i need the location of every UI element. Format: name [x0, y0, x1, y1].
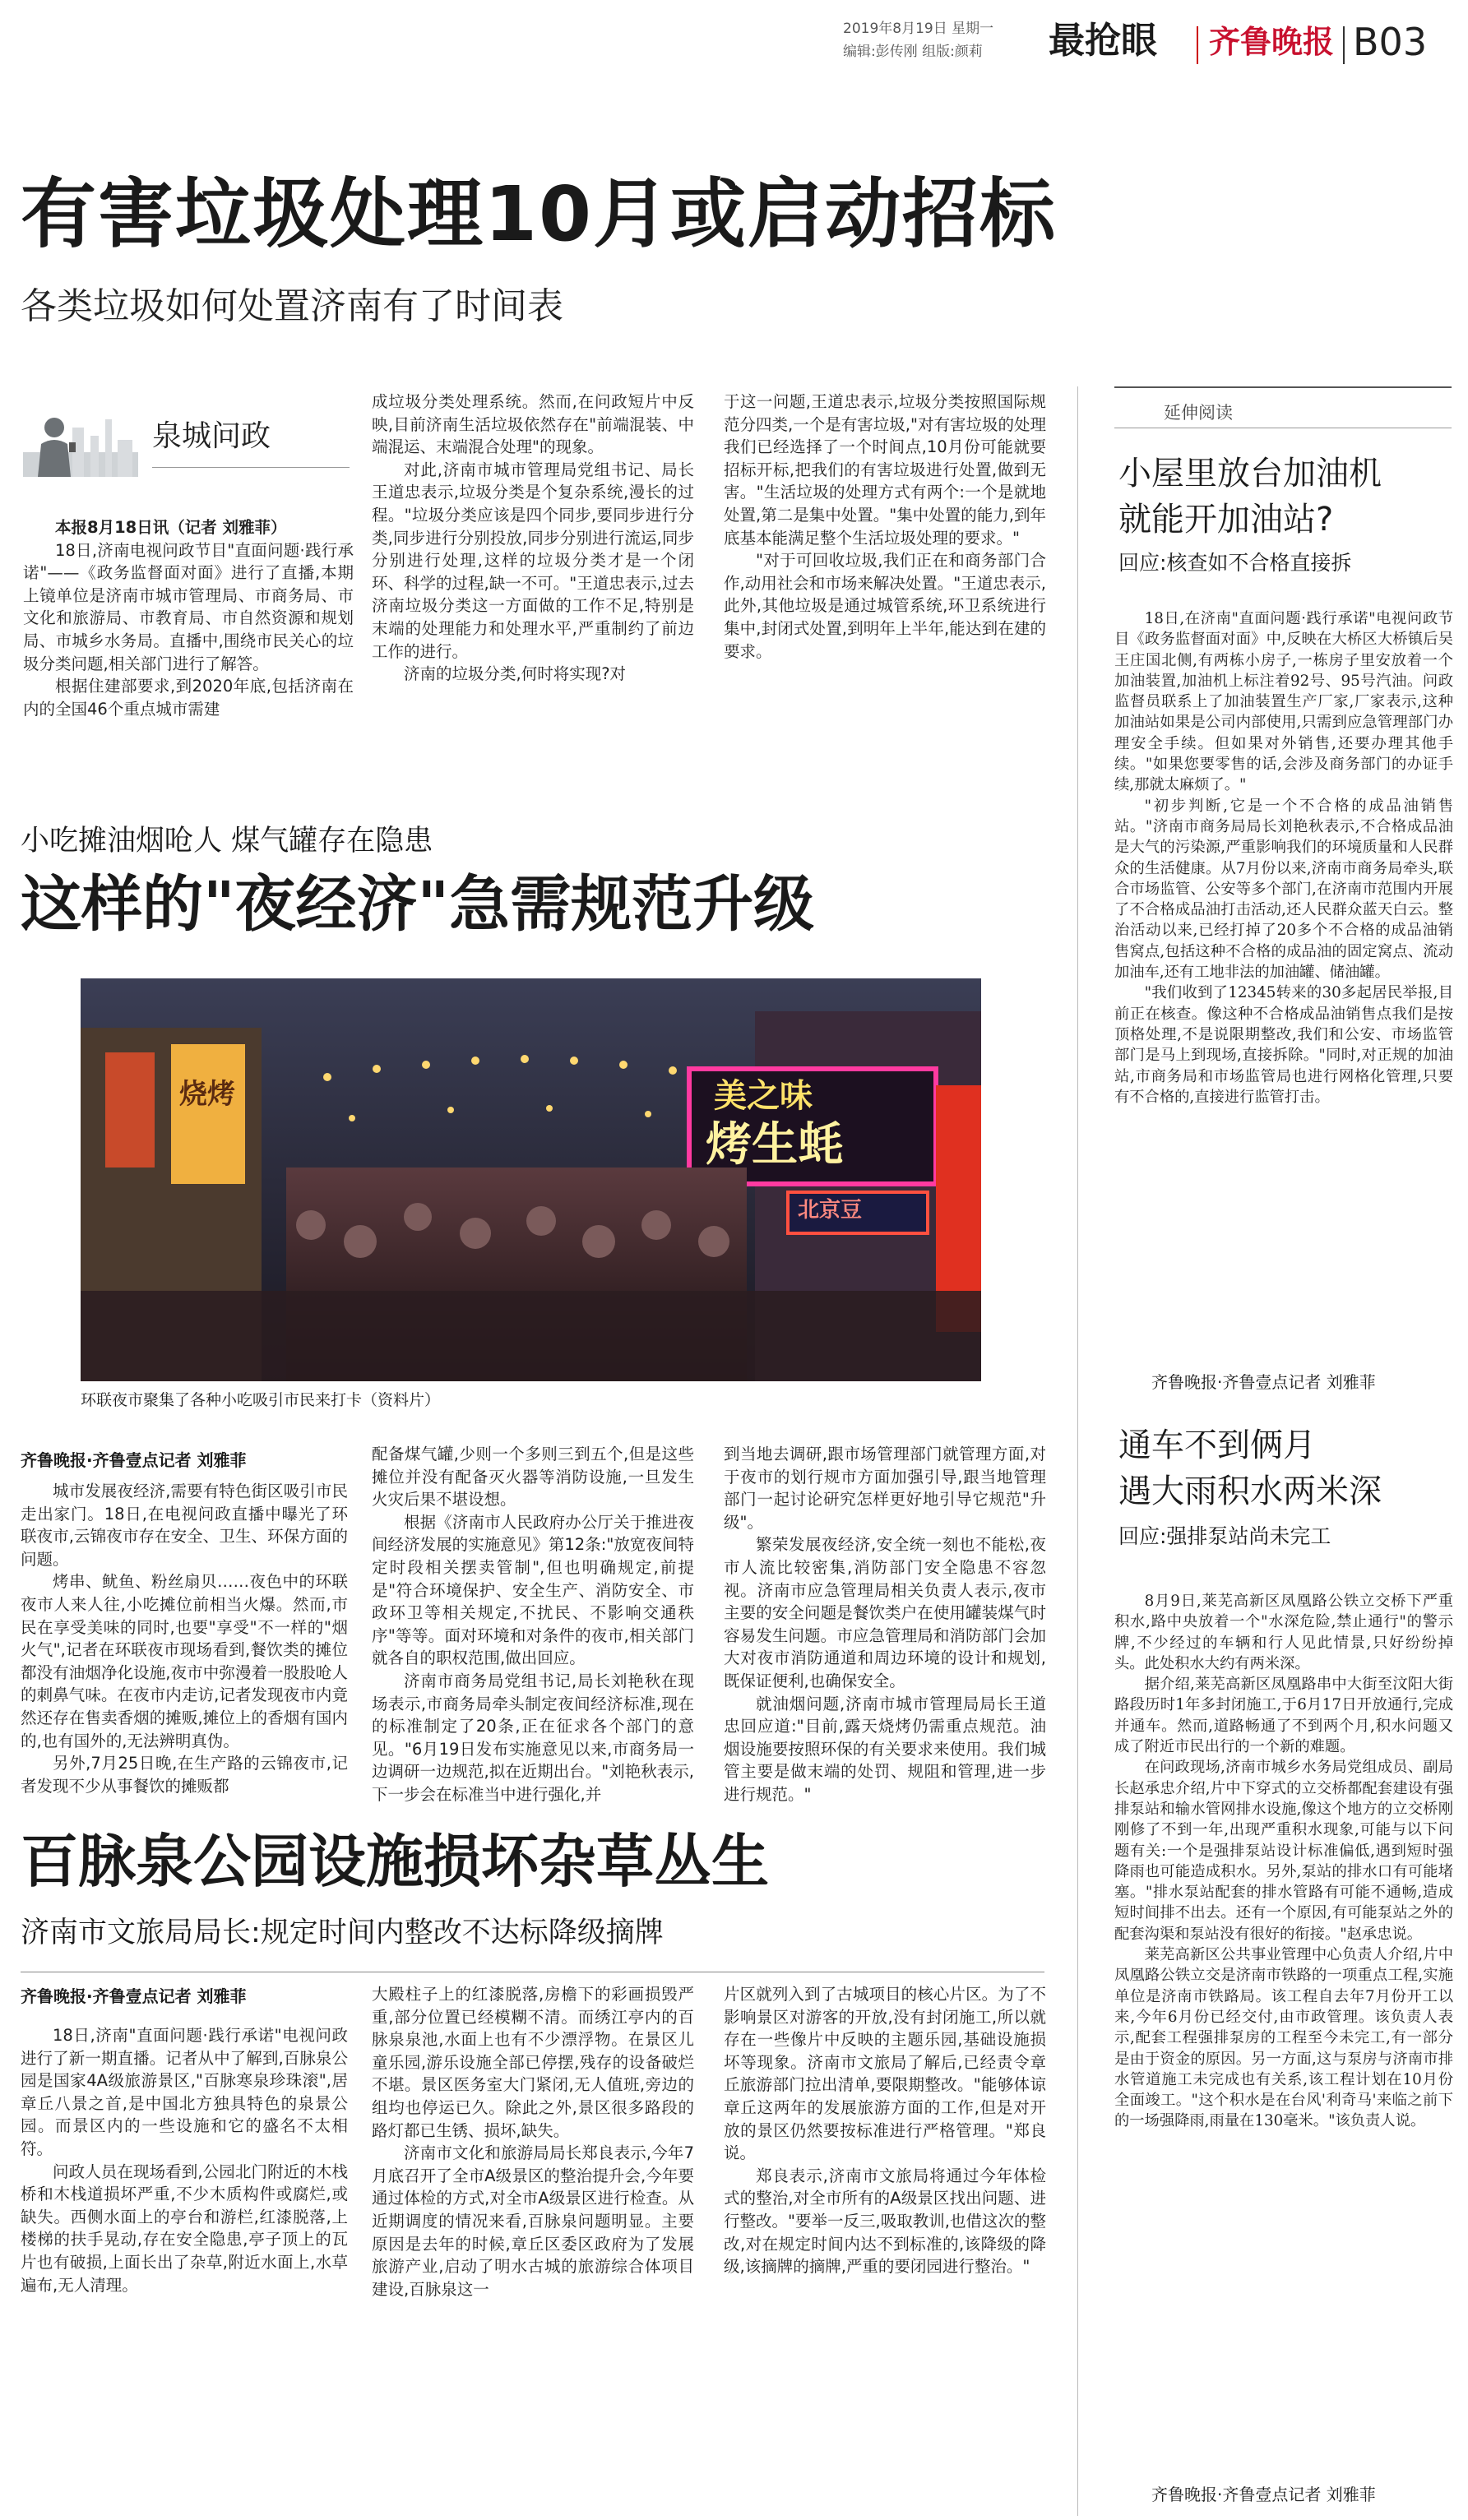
article3-col2: [372, 1983, 694, 2513]
sidebar-para: "初步判断,它是一个不合格的成品油销售站。"济南市商务局局长刘艳秋表示,不合格成品油是大气的污染源,严重影响我们的环境质量和人民群众的生活健康。从7月份以来,济南市商务局牵头,联合市场监管、公安等多个部门,在济南市范围内开展了不合格成品油打击活动,还人民群众蓝天白云。整治活动以来,已经打掉了20多个不合格的成品油销售窝点,包括这种不合格的成品油的固定窝点、流动加油车,还有工地非法的加油罐、储油罐。: [1114, 797, 1453, 982]
article1-para: 济南的垃圾分类,何时将实现?对: [404, 664, 627, 684]
sidebar-para: 在问政现场,济南市城乡水务局党组成员、副局长赵承忠介绍,片中下穿式的立交桥都配套建设有强排泵站和输水管网排水设施,像这个地方的立交桥刚刚修了不到一年,出现严重积水现象,可能与以下问题有关:一个是强排泵站设计标准偏低,遇到短时强降雨也可能造成积水。另外,泵站的排水口有可能堵塞。"排水泵站配套的排水管路有可能不通畅,造成短时间排不出去。还有一个原因,有可能泵站之外的配套沟渠和泵站没有很好的衔接。"赵承忠说。: [1114, 1759, 1453, 1943]
page-number: B03: [1353, 20, 1428, 64]
header-divider: [1197, 26, 1198, 64]
photo-caption: 环联夜市聚集了各种小吃吸引市民来打卡（资料片）: [81, 1391, 441, 1409]
article3-para: 郑良表示,济南市文旅局将通过今年体检式的整治,对全市所有的A级景区找出问题、进行整改。"要举一反三,吸取教训,也借这次的整改,对在规定时间内达不到标准的,该降级的降级,该摘牌的摘牌,严重的要闭园进行整治。": [724, 2166, 1046, 2277]
article3-subhead: 济南市文旅局局长:规定时间内整改不达标降级摘牌: [21, 1917, 664, 1949]
header-date: 2019年8月19日 星期一: [843, 21, 994, 37]
article1-subhead: 各类垃圾如何处置济南有了时间表: [21, 285, 563, 327]
sidebar-label: 延伸阅读: [1164, 403, 1233, 423]
article2-para: 配备煤气罐,少则一个多则三到五个,但是这些摊位并没有配备灭火器等消防设施,一旦发生火灾后果不堪设想。: [372, 1445, 694, 1510]
article2-para: 另外,7月25日晚,在生产路的云锦夜市,记者发现不少从事餐饮的摊贩都: [21, 1754, 348, 1796]
article2-byline: 齐鲁晚报·齐鲁壹点记者 刘雅菲: [21, 1450, 247, 1470]
article3-byline: 齐鲁晚报·齐鲁壹点记者 刘雅菲: [21, 1986, 247, 2006]
article1-para: 根据住建部要求,到2020年底,包括济南在内的全国46个重点城市需建: [23, 677, 354, 719]
article2-para: 到当地去调研,跟市场管理部门就管理方面,对于夜市的划行规市方面加强引导,跟当地管理部门一起讨论研究怎样更好地引导它规范"升级"。: [724, 1445, 1046, 1532]
article1-para: "对于可回收垃圾,我们正在和商务部门合作,动用社会和市场来解决处置。"王道忠表示,此外,其他垃圾是通过城管系统,环卫系统进行集中,封闭式处置,到明年上半年,能达到在建的要求。: [724, 551, 1046, 661]
article2-para: 烤串、鱿鱼、粉丝扇贝……夜色中的环联夜市人来人往,小吃摊位前相当火爆。然而,市民在享受美味的同时,也要"享受"不一样的"烟火气",记者在环联夜市现场看到,餐饮类的摊位都没有油烟净化设施,夜市中弥漫着一股股呛人的刺鼻气味。在夜市内走访,记者发现夜市内竟然还存在售卖香烟的摊贩,摊位上的香烟有国内的,也有国外的,无法辨明真伪。: [21, 1572, 348, 1750]
sidebar-story2-headline: [1118, 1422, 1382, 1514]
column-label: 泉城问政: [152, 419, 271, 453]
sidebar-story1-reply: 回应:核查如不合格直接拆: [1118, 551, 1352, 575]
article2-para: 济南市商务局党组书记,局长刘艳秋在现场表示,市商务局牵头制定夜间经济标准,现在的标准制定了20条,正在征求各个部门的意见。"6月19日发布实施意见以来,市商务局一边调研一边规范,拟在近期出台。"刘艳秋表示,下一步会在标准当中进行强化,并: [372, 1671, 694, 1804]
sidebar-para: 据介绍,莱芜高新区凤凰路串中大街至汶阳大街路段历时1年多封闭施工,于6月17日开放通行,完成并通车。然而,道路畅通了不到两个月,积水问题又成了附近市民出行的一个新的难题。: [1114, 1676, 1453, 1756]
column-badge: [23, 403, 138, 485]
article2-para: 根据《济南市人民政府办公厅关于推进夜间经济发展的实施意见》第12条:"放宽夜间特定时段相关摆卖管制",但也明确规定,前提是"符合环境保护、安全生产、消防安全、市政环卫等相关规定,不扰民、不影响交通秩序"等等。面对环境和对条件的夜市,相关部门就各自的职权范围,做出回应。: [372, 1512, 694, 1668]
article3-para: 18日,济南"直面问题·践行承诺"电视问政进行了新一期直播。记者从中了解到,百脉泉公园是国家4A级旅游景区,"百脉寒泉珍珠滚",居章丘八景之首,是中国北方独具特色的泉景公园。而景区内的一些设施和它的盛名不太相符。: [21, 2026, 348, 2158]
header-editor: 编辑:彭传刚 组版:颜莉: [843, 44, 983, 60]
article1-para: 于这一问题,王道忠表示,垃圾分类按照国际规范分四类,一个是有害垃圾,"对有害垃圾的处理我们已经选择了一个时间点,10月份可能就要招标开标,把我们的有害垃圾进行处置,做到无害。"生活垃圾的处理方式有两个:一个是就地处置,第二是集中处置。"集中处置的能力,到年底基本能满足整个生活垃圾处理的要求。": [724, 392, 1046, 548]
city-skyline-icon: [23, 403, 138, 485]
article1-col2: [372, 391, 694, 761]
article1-para: 成垃圾分类处理系统。然而,在问政短片中反映,目前济南生活垃圾依然存在"前端混装、中端混运、末端混合处理"的现象。: [372, 392, 694, 457]
sidebar-rule: [1114, 386, 1452, 388]
article1-byline: 本报8月18日讯（记者 刘雅菲）: [55, 518, 287, 537]
headline-line: 小屋里放台加油机: [1118, 455, 1382, 492]
article3-para: 济南市文化和旅游局局长郑良表示,今年7月底召开了全市A级景区的整治提升会,今年要通过体检的方式,对全市A级景区进行检查。从近期调度的情况来看,百脉泉问题明显。主要原因是去年的时候,章丘区委区政府为了发展旅游产业,启动了明水古城的旅游综合体项目建设,百脉泉这一: [372, 2143, 694, 2299]
sign-text: 烧烤: [179, 1078, 235, 1111]
sidebar-para: "我们收到了12345转来的30多起居民举报,目前正在核查。像这种不合格成品油销售点我们是按顶格处理,不是说限期整改,我们和公安、市场监管部门是马上到现场,直接拆除。"同时,对正规的加油站,市商务局和市场监管局也进行网格化管理,只要有不合格的,直接进行监管打击。: [1114, 984, 1453, 1106]
article1-para: 对此,济南市城市管理局党组书记、局长王道忠表示,垃圾分类是个复杂系统,漫长的过程。"垃圾分类应该是四个同步,要同步进行分类,同步进行分别投放,同步分别进行流运,同步分别进行处理,这样的垃圾分类才是一个闭环、科学的过程,缺一不可。"王道忠表示,过去济南垃圾分类这一方面做的工作不足,特别是末端的处理能力和处理水平,严重制约了前边工作的进行。: [372, 460, 694, 661]
article2-col1: [21, 1480, 348, 1796]
headline-line: 通车不到俩月: [1118, 1426, 1316, 1464]
article2-col2: [372, 1443, 694, 1804]
sidebar-para: 莱芜高新区公共事业管理中心负责人介绍,片中凤凰路公铁立交是济南市铁路的一项重点工程,实施单位是济南市铁路局。该工程自去年7月份开工以来,今年6月份已经交付,由市政管理。该负责人表示,配套工程强排泵房的工程至今未完工,有一部分是由于资金的原因。另一方面,这与泵房与济南市排水管道施工未完成也有关系,该工程计划在10月份全面竣工。"这个积水是在台风'利奇马'来临之前下的一场强降雨,雨量在130毫米。"该负责人说。: [1114, 1946, 1453, 2130]
article2-col3: [724, 1443, 1046, 1804]
sidebar-story2-reply: 回应:强排泵站尚未完工: [1118, 1524, 1331, 1548]
sign-text: 美之味: [714, 1077, 813, 1115]
sidebar-story2-byline: 齐鲁晚报·齐鲁壹点记者 刘雅菲: [1151, 2485, 1376, 2504]
sidebar-para: 18日,在济南"直面问题·践行承诺"电视问政节目《政务监督面对面》中,反映在大桥区大桥镇后吴王庄国北侧,有两栋小房子,一栋房子里安放着一个加油装置,加油机上标注着92号、95号汽油。问政监督员联系上了加油装置生产厂家,厂家表示,这种加油站如果是公司内部使用,只需到应急管理部门办理安全手续。但如果对外销售,还要办理其他手续。"如果您要零售的话,会涉及商务部门的办证手续,那就太麻烦了。": [1114, 610, 1453, 794]
sidebar-story1-byline: 齐鲁晚报·齐鲁壹点记者 刘雅菲: [1151, 1372, 1376, 1392]
night-market-photo: [81, 978, 981, 1381]
article2-kicker: 小吃摊油烟呛人 煤气罐存在隐患: [21, 825, 433, 858]
night-market-photo-art: [81, 978, 981, 1381]
article1-col1: [23, 516, 354, 812]
article3-para: 大殿柱子上的红漆脱落,房檐下的彩画损毁严重,部分位置已经模糊不清。而绣江亭内的百脉泉泉池,水面上也有不少漂浮物。在景区儿童乐园,游乐设施全部已停摆,残存的设备破烂不堪。景区医务室大门紧闭,无人值班,旁边的组均也停运已久。除此之外,景区很多路段的路灯都已生锈、损坏,缺失。: [372, 1985, 694, 2140]
article3-para: 片区就列入到了古城项目的核心片区。为了不影响景区对游客的开放,没有封闭施工,所以就存在一些像片中反映的主题乐园,基础设施损坏等现象。济南市文旅局了解后,已经责令章丘旅游部门拉出清单,要限期整改。"能够体谅章丘这两年的发展旅游方面的工作,但是对开放的景区仍然要按标准进行严格管理。"郑良说。: [724, 1985, 1046, 2163]
article3-headline: 百脉泉公园设施损坏杂草丛生: [21, 1828, 769, 1895]
article1-headline: 有害垃圾处理10月或启动招标: [21, 170, 1058, 258]
sidebar-story2-body: [1114, 1591, 1453, 2479]
section-title: 最抢眼: [1049, 20, 1157, 62]
sign-text: 烤生蚝: [706, 1118, 844, 1172]
headline-line: 就能开加油站?: [1118, 501, 1334, 539]
article3-col3: [724, 1983, 1046, 2513]
header-divider-2: [1343, 26, 1345, 64]
article2-para: 繁荣发展夜经济,安全统一刻也不能松,夜市人流比较密集,消防部门安全隐患不容忽视。济南市应急管理局相关负责人表示,夜市主要的安全问题是餐饮类户在使用罐装煤气时容易发生问题。市应急管理局和消防部门会加大对夜市消防通道和周边环境的设计和规划,既保证便利,也确保安全。: [724, 1535, 1046, 1690]
article1-para: 18日,济南电视问政节目"直面问题·践行承诺"——《政务监督面对面》进行了直播,本期上镜单位是济南市城市管理局、市商务局、市文化和旅游局、市教育局、市自然资源和规划局、市城乡水务局。直播中,围绕市民关心的垃圾分类问题,相关部门进行了解答。: [23, 540, 354, 673]
paper-logo: 齐鲁晚报: [1209, 23, 1335, 60]
article3-para: 问政人员在现场看到,公园北门附近的木栈桥和木栈道损坏严重,不少木质构件或腐烂,或缺失。西侧水面上的亭台和游栏,红漆脱落,上楼梯的扶手晃动,存在安全隐患,亭子顶上的瓦片也有破损,上面长出了杂草,附近水面上,水草遍布,无人清理。: [21, 2162, 348, 2295]
article3-col1: [21, 2024, 348, 2513]
sidebar-story1-headline: [1118, 451, 1382, 543]
headline-line: 遇大雨积水两米深: [1118, 1473, 1382, 1510]
article2-para: 就油烟问题,济南市城市管理局局长王道忠回应道:"目前,露天烧烤仍需重点规范。油烟设施要按照环保的有关要求来使用。我们城管主要是做末端的处罚、规阻和管理,进一步进行规范。": [724, 1694, 1046, 1804]
article2-para: 城市发展夜经济,需要有特色街区吸引市民走出家门。18日,在电视问政直播中曝光了环联夜市,云锦夜市存在安全、卫生、环保方面的问题。: [21, 1482, 348, 1569]
article2-headline: 这样的"夜经济"急需规范升级: [21, 869, 815, 940]
article1-col3: [724, 391, 1046, 761]
sidebar-story1-body: [1114, 608, 1453, 1369]
sidebar-para: 8月9日,莱芜高新区凤凰路公铁立交桥下严重积水,路中央放着一个"水深危险,禁止通行"的警示牌,不少经过的车辆和行人见此情景,只好纷纷掉头。此处积水大约有两米深。: [1114, 1593, 1453, 1672]
sign-text: 北京豆: [798, 1198, 863, 1223]
